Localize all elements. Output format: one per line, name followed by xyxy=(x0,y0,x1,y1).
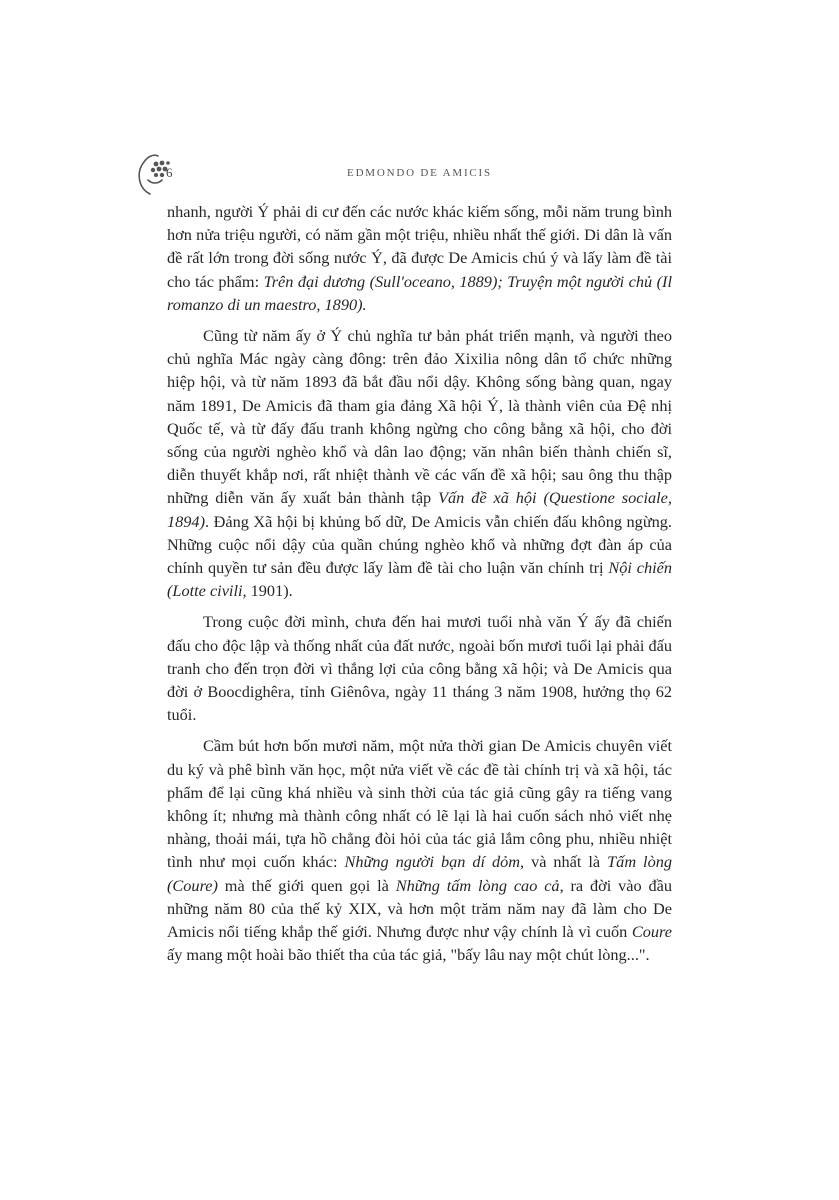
paragraph-text: Cầm bút hơn bốn mươi năm, một nửa thời gian De Amicis chuyên viết du ký và phê bình văn học, một nửa viết về các đề tài chính trị và xã hội, tác phẩm để lại cũng khá nhiều và sinh thời của tác giả cũng gây ra tiếng vang không ít; nhưng mà thành công nhất có lẽ lại là hai cuốn sách nhỏ viết nhẹ nhàng, thoải mái, tựa hồ chẳng đòi hỏi của tác giả lắm công phu, nhiều nhiệt tình như mọi cuốn khác: xyxy=(167,736,672,872)
paragraph-text: mà thế giới quen gọi là xyxy=(217,875,396,895)
paragraph-text: Trong cuộc đời mình, chưa đến hai mươi tuổi nhà văn Ý ấy đã chiến đấu cho độc lập và thống nhất của đất nước, ngoài bốn mươi tuổi lại phải đấu tranh cho đến trọn đời vì thắng lợi của công bằng xã hội; và De Amicis qua đời ở Boocdighêra, tỉnh Giênôva, ngày 11 tháng 3 năm 1908, hưởng thọ 62 tuổi. xyxy=(167,612,672,725)
paragraph-text: , ra đời vào đầu những năm 80 của thế kỷ XIX, và hơn một trăm năm nay đã làm cho De Amicis nổi tiếng khắp thế giới. Nhưng được như vậy chính là vì cuốn xyxy=(167,875,672,942)
running-head-title: EDMONDO DE AMICIS xyxy=(347,167,492,179)
paragraph xyxy=(167,200,672,316)
italic-title-text: Vấn đề xã hội (Questione sociale, 1894) xyxy=(167,488,672,531)
paragraph-text: Cũng từ năm ấy ở Ý chủ nghĩa tư bản phát triển mạnh, và người theo chủ nghĩa Mác ngày càng đông: trên đảo Xixilia nông dân tổ chức những hiệp hội, và từ năm 1893 đã bắt đầu nổi dậy. Không sống bàng quan, ngay năm 1891, De Amicis đã tham gia đảng Xã hội Ý, là thành viên của Đệ nhị Quốc tế, và từ đấy đấu tranh không ngừng cho công bằng xã hội, cho đời sống của người nghèo khổ và dân lao động; văn nhân biến thành chiến sĩ, diễn thuyết khắp nơi, rất nhiệt thành về các vấn đề xã hội; sau ông thu thập những diễn văn ấy xuất bản thành tập xyxy=(167,326,672,508)
italic-title-text: Trên đại dương (Sull'oceano, 1889); Truyện một người chủ (Il romanzo di un maestro, 1890). xyxy=(167,271,672,314)
paragraph xyxy=(167,324,672,602)
paragraph-text: . Đảng Xã hội bị khủng bố dữ, De Amicis vẫn chiến đấu không ngừng. Những cuộc nổi dậy của quần chúng nghèo khổ và những đợt đàn áp của chính quyền tư sản đều được lấy làm đề tài cho luận văn chính trị xyxy=(167,511,672,578)
paragraph xyxy=(167,610,672,726)
paragraph-text: 1901). xyxy=(246,581,293,601)
italic-title-text: Coure xyxy=(631,922,672,942)
italic-title-text: Những người bạn dí dỏm xyxy=(344,852,521,872)
paragraph-text: , và nhất là xyxy=(520,852,608,872)
italic-title-text: Tấm lòng (Coure) xyxy=(167,852,672,895)
italic-title-text: Những tấm lòng cao cả xyxy=(395,875,560,895)
page-number: 6 xyxy=(166,165,173,180)
body-text xyxy=(167,200,672,975)
paragraph-text: nhanh, người Ý phải di cư đến các nước khác kiếm sống, mỗi năm trung bình hơn nửa triệu người, có năm gần một triệu, nhiều nhất thế giới. Di dân là vấn đề rất lớn trong đời sống nước Ý, đã được De Amicis chú ý và lấy làm đề tài cho tác phẩm: xyxy=(167,202,672,291)
paragraph-text: ấy mang một hoài bão thiết tha của tác giả, "bấy lâu nay một chút lòng...". xyxy=(167,945,650,965)
paragraph xyxy=(167,734,672,966)
italic-title-text: Nội chiến (Lotte civili, xyxy=(167,558,672,601)
